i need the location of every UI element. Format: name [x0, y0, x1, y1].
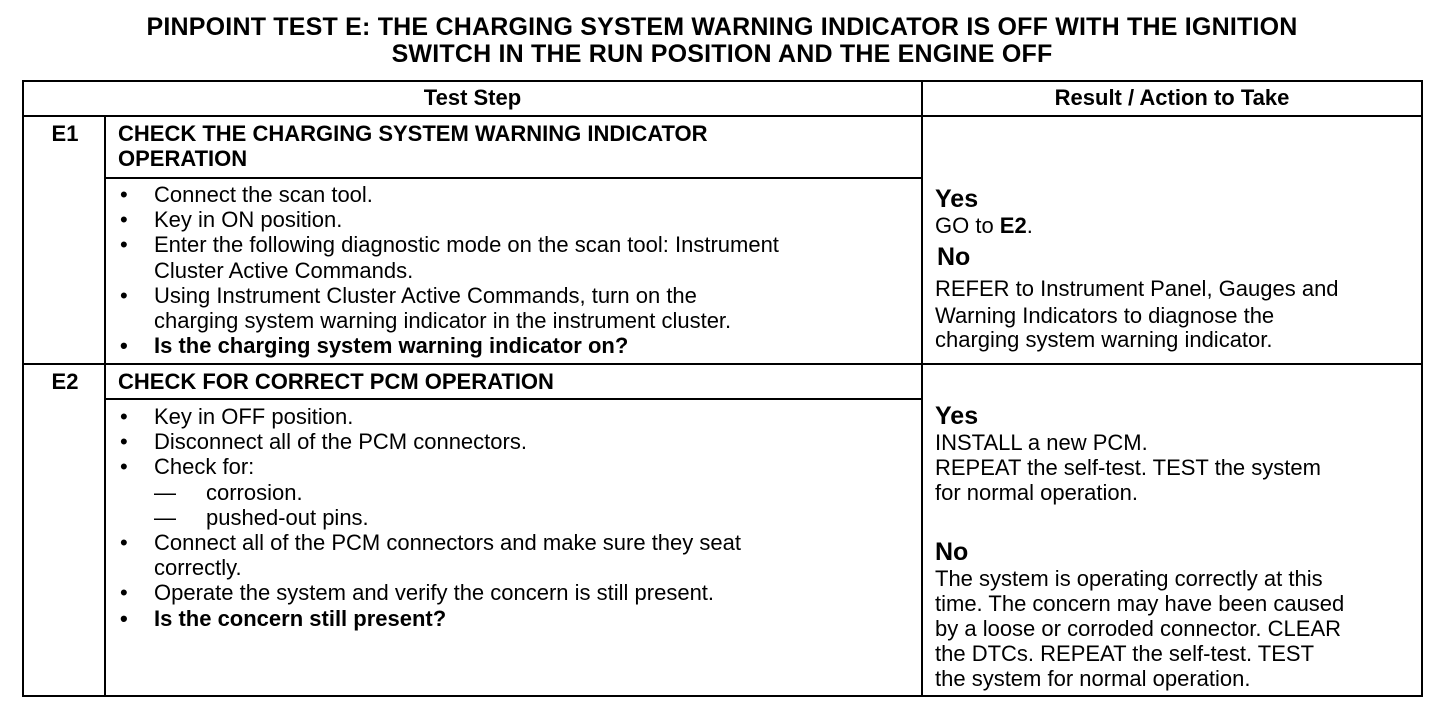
list-item [118, 258, 779, 283]
bullet-glyph: • [120, 182, 128, 207]
list-subitem [118, 505, 741, 530]
list-item [118, 207, 779, 232]
yes-label: Yes [935, 185, 979, 213]
no-action-line: REFER to Instrument Panel, Gauges and [935, 276, 1339, 301]
step-title-e2: CHECK FOR CORRECT PCM OPERATION [118, 369, 554, 394]
list-item [118, 182, 779, 207]
question-text: Is the charging system warning indicator on? [154, 333, 629, 359]
yes-label: Yes [935, 402, 979, 430]
id-divider-e2 [104, 364, 106, 697]
no-action-line: the DTCs. REPEAT the self-test. TEST [935, 641, 1315, 666]
list-item [118, 454, 741, 479]
e1-bottom-rule [22, 363, 1423, 365]
step-title-e1 [118, 121, 708, 171]
bullet-glyph: • [120, 232, 128, 258]
list-item-text: charging system warning indicator in the instrument cluster. [154, 308, 732, 334]
dash-glyph: — [154, 504, 176, 530]
list-item-text: Connect the scan tool. [154, 182, 373, 207]
list-item [118, 580, 741, 605]
list-item-text: Enter the following diagnostic mode on the scan tool: Instrument [154, 232, 779, 258]
bullet-glyph: • [120, 404, 128, 429]
yes-action [935, 213, 1339, 238]
list-item [118, 283, 779, 308]
list-item [118, 429, 741, 454]
list-item-text: Cluster Active Commands. [154, 257, 414, 283]
list-item-text: pushed-out pins. [206, 504, 369, 530]
list-item-text: Connect all of the PCM connectors and make sure they seat [154, 530, 741, 556]
no-action-line: time. The concern may have been caused [935, 591, 1345, 616]
bullet-glyph: • [120, 605, 128, 631]
list-item-text: correctly. [154, 555, 242, 581]
no-action-line: charging system warning indicator. [935, 327, 1273, 352]
list-item-question [118, 333, 779, 358]
id-divider-e1 [104, 116, 106, 364]
list-item-text: Key in ON position. [154, 207, 343, 233]
yes-action [935, 430, 1344, 505]
title-line-2: SWITCH IN THE RUN POSITION AND THE ENGINE OFF [391, 40, 1053, 68]
list-item-question [118, 606, 741, 631]
title-line-1: PINPOINT TEST E: THE CHARGING SYSTEM WARNING INDICATOR IS OFF WITH THE IGNITION [146, 13, 1298, 41]
page-title [0, 14, 1444, 68]
header-test-step: Test Step [423, 85, 522, 110]
no-action [935, 566, 1344, 691]
no-action-line: Warning Indicators to diagnose the [935, 303, 1275, 328]
bullet-glyph: • [120, 429, 128, 455]
e1-title-rule [104, 177, 922, 179]
bullet-glyph: • [120, 580, 128, 606]
result-e1 [935, 186, 1339, 353]
list-item-text: Key in OFF position. [154, 404, 354, 429]
list-item-text: corrosion. [206, 479, 303, 505]
yes-action-line: REPEAT the self-test. TEST the system [935, 455, 1321, 480]
bullet-glyph: • [120, 333, 128, 359]
bullet-glyph: • [120, 454, 128, 480]
list-item-text: Check for: [154, 454, 255, 480]
yes-action-line: INSTALL a new PCM. [935, 430, 1148, 455]
bullet-glyph: • [120, 282, 128, 308]
step-id-e1: E1 [51, 121, 79, 146]
no-action-line: by a loose or corroded connector. CLEAR [935, 616, 1342, 641]
no-action [935, 275, 1339, 353]
question-text: Is the concern still present? [154, 605, 447, 631]
no-label: No [935, 538, 969, 566]
yes-action-prefix: GO to [935, 213, 1000, 238]
e2-title-rule [104, 398, 922, 400]
bullet-glyph: • [120, 530, 128, 556]
list-item-text: Operate the system and verify the concern is still present. [154, 580, 715, 606]
no-action-line: the system for normal operation. [935, 666, 1251, 691]
yes-action-suffix: . [1026, 213, 1033, 238]
list-item [118, 232, 779, 257]
no-action-line: The system is operating correctly at this [935, 566, 1323, 591]
yes-action-line: for normal operation. [935, 480, 1138, 505]
list-item-text: Using Instrument Cluster Active Commands, turn on the [154, 282, 697, 308]
yes-action-target: E2 [999, 213, 1027, 238]
list-subitem [118, 480, 741, 505]
header-result: Result / Action to Take [1054, 85, 1290, 110]
dash-glyph: — [154, 479, 176, 505]
step-title-e1-line-1: CHECK THE CHARGING SYSTEM WARNING INDICATOR [118, 121, 708, 146]
list-item [118, 404, 741, 429]
list-item [118, 308, 779, 333]
bullet-glyph: • [120, 207, 128, 233]
step-title-e1-line-2: OPERATION [118, 146, 248, 171]
result-e2 [935, 403, 1344, 691]
header-bottom-rule [22, 115, 1423, 117]
step-id-e2: E2 [51, 369, 79, 394]
e2-action-list [118, 404, 741, 631]
list-item [118, 555, 741, 580]
no-label: No [937, 243, 971, 271]
e1-action-list [118, 182, 779, 358]
list-item-text: Disconnect all of the PCM connectors. [154, 429, 527, 455]
list-item [118, 530, 741, 555]
column-divider [921, 80, 923, 697]
